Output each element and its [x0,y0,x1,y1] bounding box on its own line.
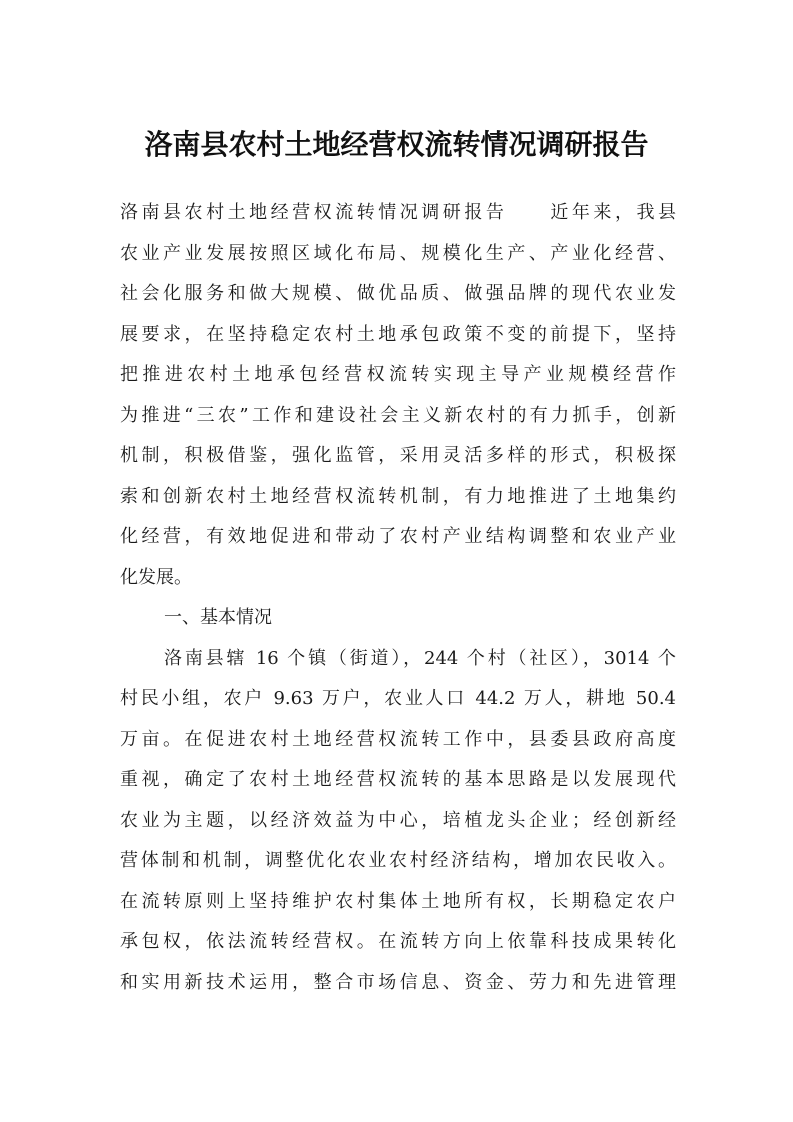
text-line: 营体制和机制，调整优化农业农村经济结构，增加农民收入。 [120,850,676,871]
text-line: 重视，确定了农村土地经营权流转的基本思路是以发展现代 [120,769,676,790]
section-heading-basic-situation: 一、基本情况 [164,607,272,628]
text-line: 万亩。在促进农村土地经营权流转工作中，县委县政府高度 [120,728,676,750]
text-line: 农业产业发展按照区域化布局、规模化生产、产业化经营、 [120,242,676,264]
paragraph-basic-situation [120,639,676,1004]
text-line: 社会化服务和做大规模、做优品质、做强品牌的现代农业发 [120,283,676,304]
document-body [120,193,676,1003]
text-line: 展要求，在坚持稳定农村土地承包政策不变的前提下，坚持 [120,323,676,345]
text-line: 机制，积极借鉴，强化监管，采用灵活多样的形式，积极探 [120,445,676,466]
text-line: 索和创新农村土地经营权流转机制，有力地推进了土地集约 [120,485,676,507]
text-line: 为推进“三农”工作和建设社会主义新农村的有力抓手，创新 [120,404,676,426]
text-line: 村民小组，农户 9.63 万户，农业人口 44.2 万人，耕地 50.4 [120,688,676,709]
paragraph-intro [120,193,676,598]
text-line: 承包权，依法流转经营权。在流转方向上依靠科技成果转化 [120,931,676,952]
text-line: 农业为主题，以经济效益为中心，培植龙头企业；经创新经 [120,809,676,831]
text-line: 洛南县辖 16 个镇（街道），244 个村（社区），3014 个 [164,647,676,669]
text-line: 洛南县农村土地经营权流转情况调研报告 近年来，我县 [120,202,676,223]
text-line: 在流转原则上坚持维护农村集体土地所有权，长期稳定农户 [120,890,676,912]
document-title: 洛南县农村土地经营权流转情况调研报告 [144,128,649,161]
text-line: 把推进农村土地承包经营权流转实现主导产业规模经营作 [120,364,676,385]
text-line: 化发展。 [120,566,192,588]
text-line: 化经营，有效地促进和带动了农村产业结构调整和农业产业 [120,526,676,547]
text-line: 和实用新技术运用，整合市场信息、资金、劳力和先进管理 [120,971,676,993]
